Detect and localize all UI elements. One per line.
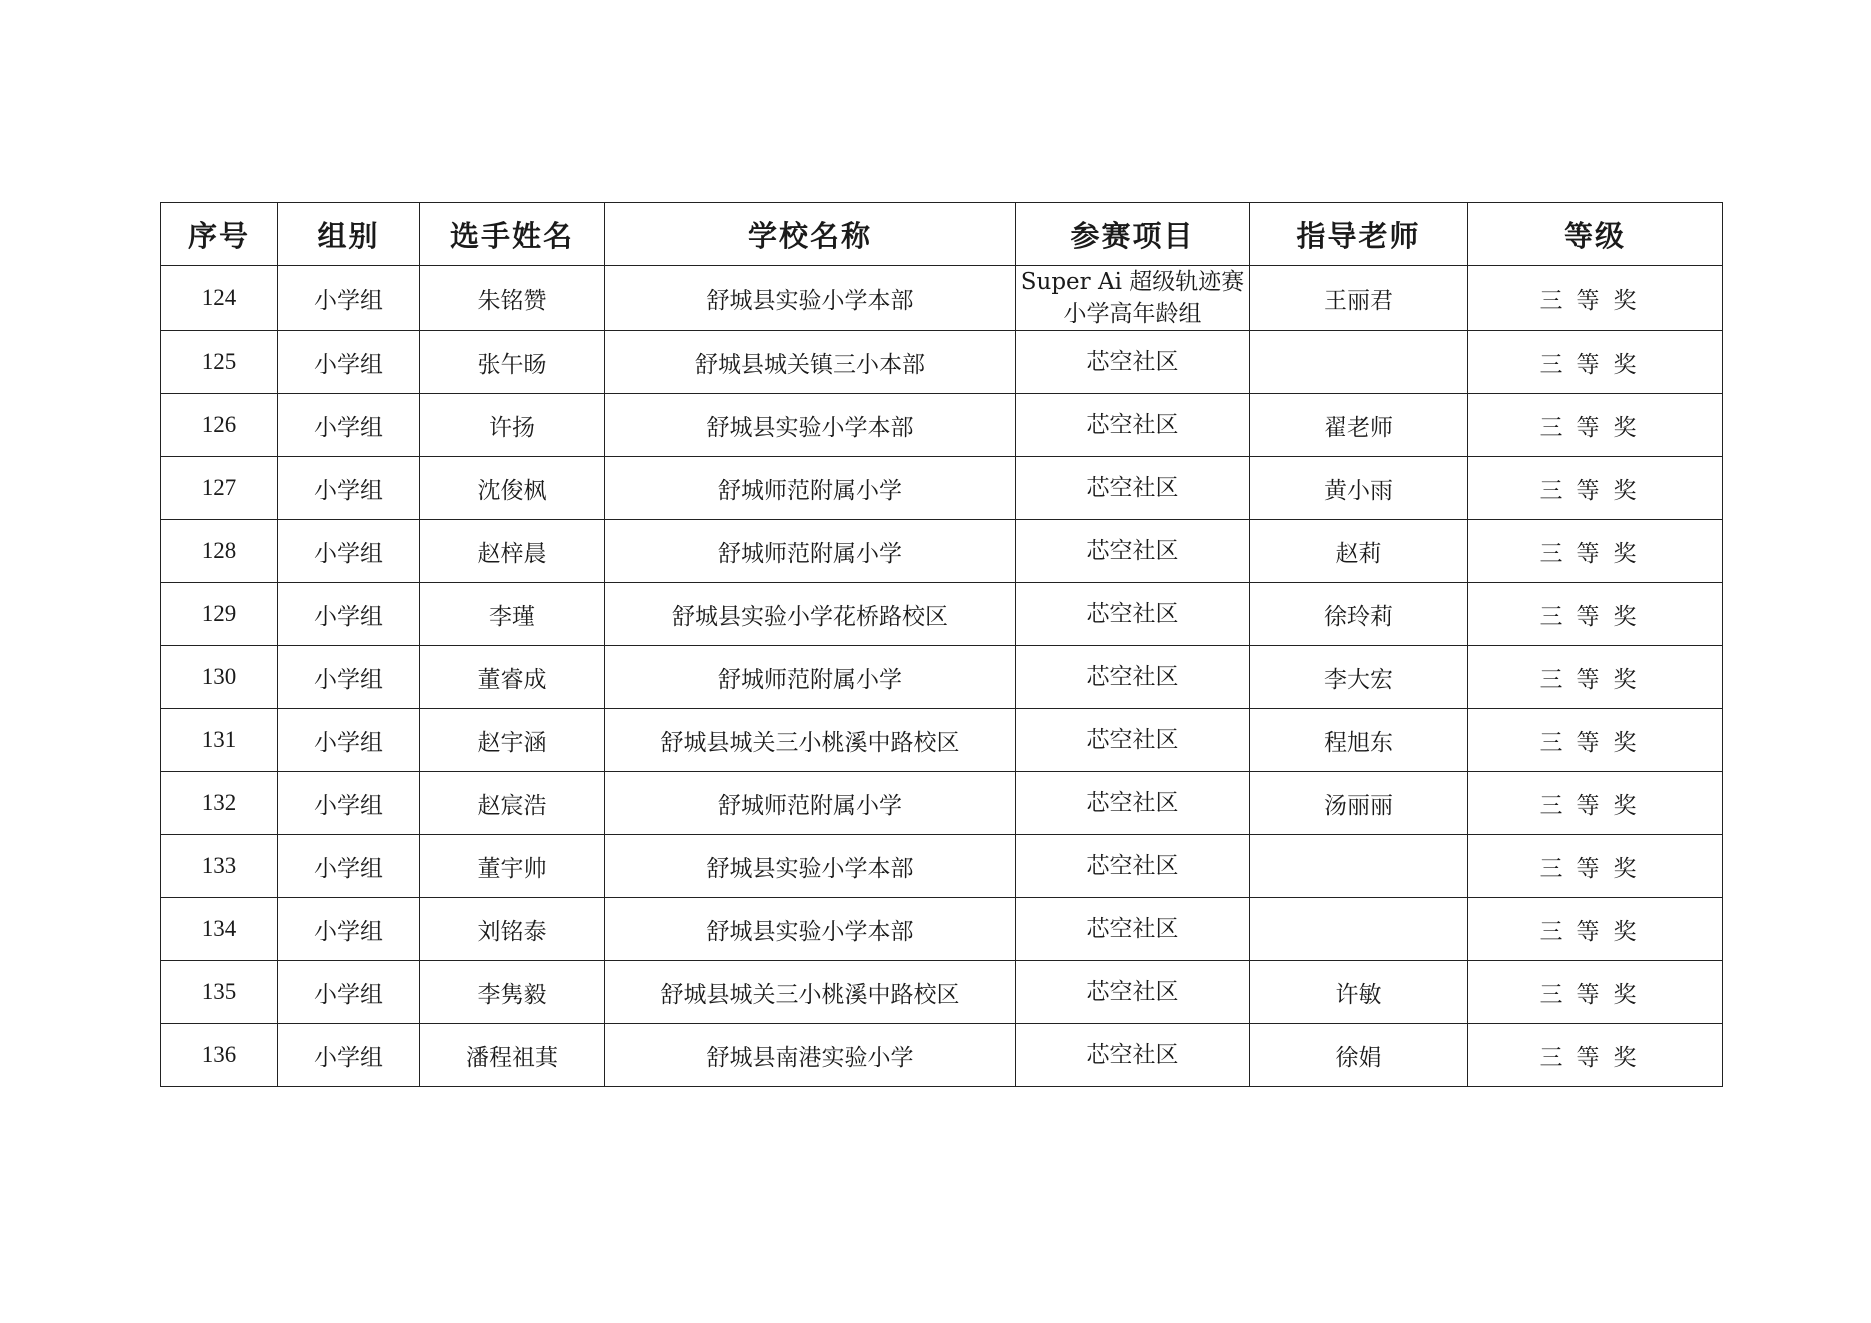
cell-award: 三等奖 bbox=[1468, 1024, 1723, 1087]
cell-project: 芯空社区 bbox=[1016, 1024, 1250, 1087]
cell-school: 舒城师范附属小学 bbox=[605, 772, 1016, 835]
cell-award: 三等奖 bbox=[1468, 331, 1723, 394]
cell-no: 133 bbox=[161, 835, 278, 898]
cell-group: 小学组 bbox=[278, 583, 420, 646]
cell-teacher: 李大宏 bbox=[1250, 646, 1468, 709]
cell-teacher: 王丽君 bbox=[1250, 266, 1468, 331]
cell-name: 赵梓晨 bbox=[420, 520, 605, 583]
cell-project: Super Ai 超级轨迹赛小学高年龄组 bbox=[1016, 266, 1250, 331]
cell-school: 舒城县城关三小桃溪中路校区 bbox=[605, 709, 1016, 772]
cell-teacher: 徐娟 bbox=[1250, 1024, 1468, 1087]
header-teacher: 指导老师 bbox=[1250, 203, 1468, 266]
table-row bbox=[161, 1024, 1723, 1087]
cell-teacher: 黄小雨 bbox=[1250, 457, 1468, 520]
cell-group: 小学组 bbox=[278, 1024, 420, 1087]
cell-name: 赵宸浩 bbox=[420, 772, 605, 835]
cell-project: 芯空社区 bbox=[1016, 835, 1250, 898]
table-row bbox=[161, 898, 1723, 961]
cell-no: 135 bbox=[161, 961, 278, 1024]
cell-school: 舒城师范附属小学 bbox=[605, 520, 1016, 583]
cell-name: 董睿成 bbox=[420, 646, 605, 709]
table-row bbox=[161, 266, 1723, 331]
cell-group: 小学组 bbox=[278, 520, 420, 583]
cell-school: 舒城师范附属小学 bbox=[605, 646, 1016, 709]
cell-project: 芯空社区 bbox=[1016, 772, 1250, 835]
cell-group: 小学组 bbox=[278, 646, 420, 709]
cell-name: 张午旸 bbox=[420, 331, 605, 394]
cell-name: 赵宇涵 bbox=[420, 709, 605, 772]
cell-project: 芯空社区 bbox=[1016, 709, 1250, 772]
table-row bbox=[161, 835, 1723, 898]
table-row bbox=[161, 331, 1723, 394]
cell-award: 三等奖 bbox=[1468, 835, 1723, 898]
cell-name: 刘铭泰 bbox=[420, 898, 605, 961]
cell-award: 三等奖 bbox=[1468, 709, 1723, 772]
cell-teacher: 汤丽丽 bbox=[1250, 772, 1468, 835]
cell-award: 三等奖 bbox=[1468, 266, 1723, 331]
cell-award: 三等奖 bbox=[1468, 646, 1723, 709]
cell-teacher: 许敏 bbox=[1250, 961, 1468, 1024]
header-project: 参赛项目 bbox=[1016, 203, 1250, 266]
cell-school: 舒城县实验小学花桥路校区 bbox=[605, 583, 1016, 646]
cell-project: 芯空社区 bbox=[1016, 646, 1250, 709]
cell-award: 三等奖 bbox=[1468, 520, 1723, 583]
cell-teacher bbox=[1250, 331, 1468, 394]
cell-no: 126 bbox=[161, 394, 278, 457]
cell-project: 芯空社区 bbox=[1016, 331, 1250, 394]
cell-award: 三等奖 bbox=[1468, 457, 1723, 520]
cell-no: 132 bbox=[161, 772, 278, 835]
header-name: 选手姓名 bbox=[420, 203, 605, 266]
cell-no: 128 bbox=[161, 520, 278, 583]
cell-no: 131 bbox=[161, 709, 278, 772]
cell-teacher: 徐玲莉 bbox=[1250, 583, 1468, 646]
cell-school: 舒城县实验小学本部 bbox=[605, 394, 1016, 457]
cell-group: 小学组 bbox=[278, 266, 420, 331]
cell-teacher: 赵莉 bbox=[1250, 520, 1468, 583]
cell-school: 舒城县实验小学本部 bbox=[605, 266, 1016, 331]
cell-school: 舒城县实验小学本部 bbox=[605, 835, 1016, 898]
table-row bbox=[161, 709, 1723, 772]
cell-project: 芯空社区 bbox=[1016, 583, 1250, 646]
cell-group: 小学组 bbox=[278, 961, 420, 1024]
cell-teacher: 翟老师 bbox=[1250, 394, 1468, 457]
cell-name: 朱铭赞 bbox=[420, 266, 605, 331]
cell-no: 124 bbox=[161, 266, 278, 331]
cell-name: 董宇帅 bbox=[420, 835, 605, 898]
table-row bbox=[161, 646, 1723, 709]
cell-group: 小学组 bbox=[278, 898, 420, 961]
cell-project: 芯空社区 bbox=[1016, 457, 1250, 520]
cell-no: 136 bbox=[161, 1024, 278, 1087]
table-row bbox=[161, 772, 1723, 835]
table-row bbox=[161, 961, 1723, 1024]
cell-school: 舒城县南港实验小学 bbox=[605, 1024, 1016, 1087]
cell-project: 芯空社区 bbox=[1016, 961, 1250, 1024]
cell-name: 李瑾 bbox=[420, 583, 605, 646]
cell-award: 三等奖 bbox=[1468, 898, 1723, 961]
award-list-page bbox=[160, 202, 1722, 1087]
cell-no: 129 bbox=[161, 583, 278, 646]
cell-group: 小学组 bbox=[278, 457, 420, 520]
cell-school: 舒城师范附属小学 bbox=[605, 457, 1016, 520]
cell-no: 127 bbox=[161, 457, 278, 520]
table-row bbox=[161, 457, 1723, 520]
cell-name: 许扬 bbox=[420, 394, 605, 457]
header-group: 组别 bbox=[278, 203, 420, 266]
cell-group: 小学组 bbox=[278, 835, 420, 898]
cell-no: 134 bbox=[161, 898, 278, 961]
cell-award: 三等奖 bbox=[1468, 583, 1723, 646]
award-table bbox=[160, 202, 1723, 1087]
cell-award: 三等奖 bbox=[1468, 961, 1723, 1024]
cell-name: 沈俊枫 bbox=[420, 457, 605, 520]
cell-school: 舒城县城关镇三小本部 bbox=[605, 331, 1016, 394]
cell-project: 芯空社区 bbox=[1016, 394, 1250, 457]
cell-group: 小学组 bbox=[278, 394, 420, 457]
table-row bbox=[161, 520, 1723, 583]
cell-award: 三等奖 bbox=[1468, 772, 1723, 835]
cell-no: 130 bbox=[161, 646, 278, 709]
cell-no: 125 bbox=[161, 331, 278, 394]
header-award: 等级 bbox=[1468, 203, 1723, 266]
cell-project: 芯空社区 bbox=[1016, 520, 1250, 583]
cell-group: 小学组 bbox=[278, 709, 420, 772]
cell-teacher: 程旭东 bbox=[1250, 709, 1468, 772]
cell-name: 李隽毅 bbox=[420, 961, 605, 1024]
cell-school: 舒城县城关三小桃溪中路校区 bbox=[605, 961, 1016, 1024]
cell-name: 潘程祖萁 bbox=[420, 1024, 605, 1087]
cell-award: 三等奖 bbox=[1468, 394, 1723, 457]
table-row bbox=[161, 394, 1723, 457]
cell-teacher bbox=[1250, 898, 1468, 961]
cell-project: 芯空社区 bbox=[1016, 898, 1250, 961]
header-no: 序号 bbox=[161, 203, 278, 266]
table-header-row bbox=[161, 203, 1723, 266]
cell-school: 舒城县实验小学本部 bbox=[605, 898, 1016, 961]
table-row bbox=[161, 583, 1723, 646]
header-school: 学校名称 bbox=[605, 203, 1016, 266]
cell-group: 小学组 bbox=[278, 331, 420, 394]
table-body bbox=[161, 266, 1723, 1087]
cell-group: 小学组 bbox=[278, 772, 420, 835]
cell-teacher bbox=[1250, 835, 1468, 898]
